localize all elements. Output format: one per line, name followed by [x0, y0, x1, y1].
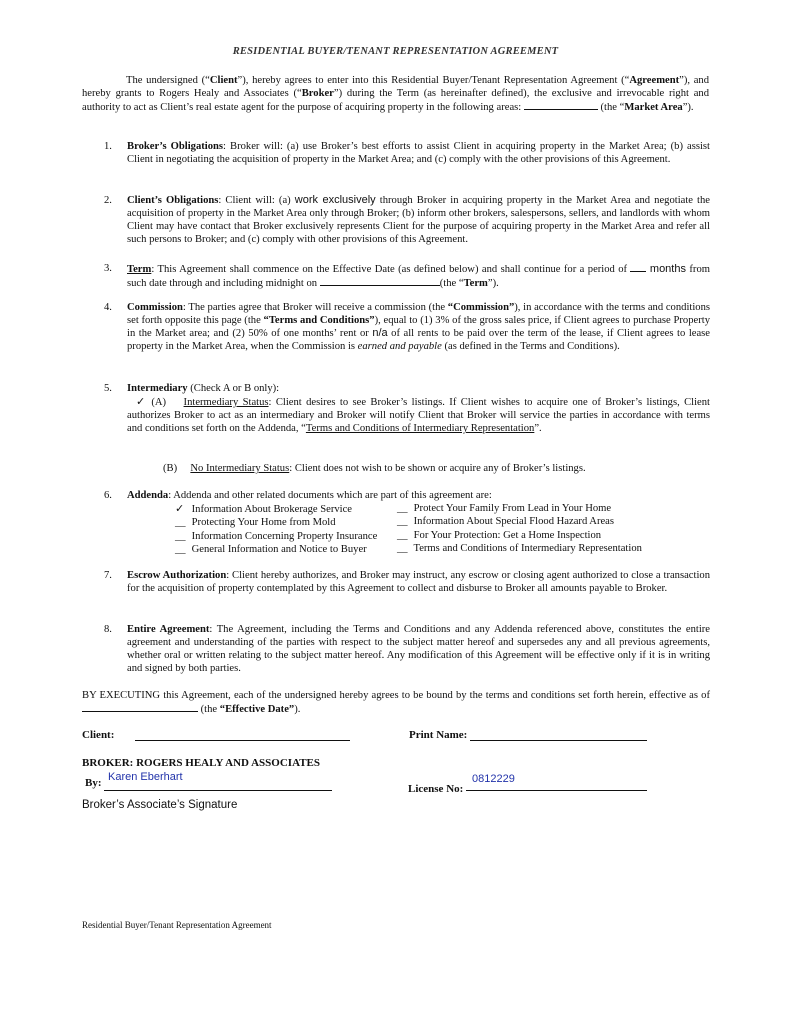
- section-text: : This Agreement shall commence on the Effective Date (as defined below) and shall continue for a period of: [151, 264, 631, 275]
- addenda-label: Protect Your Family From Lead in Your Home: [413, 503, 612, 514]
- print-name-label: Print Name:: [409, 729, 468, 741]
- section-clients-obligations: [104, 194, 710, 246]
- addenda-column-left: [175, 502, 405, 556]
- intro-client-term: Client: [209, 75, 238, 86]
- addenda-label: Protecting Your Home from Mold: [191, 517, 336, 529]
- section-text: of all rents to be paid over the term of the lease, if Client agrees to lease property in the Market Area, when the Commission is: [127, 328, 710, 353]
- intro-text: ”), hereby agrees to enter into this Residential Buyer/Tenant Representation Agreement (“: [237, 75, 630, 86]
- section-commission: [104, 301, 710, 353]
- addenda-item[interactable]: [175, 502, 405, 516]
- handwritten-insert: work exclusively: [294, 194, 376, 206]
- intro-text: ”), and hereby grants to Rogers Healy and Associates (“: [82, 75, 710, 100]
- section-term: [104, 262, 710, 290]
- section-text-italic: earned and payable: [357, 341, 442, 353]
- option-heading: No Intermediary Status: [190, 463, 290, 474]
- checkbox-blank: __: [397, 516, 408, 528]
- intro-text: ”) during the Term (as hereinafter defined), the exclusive and irrevocable right and authority to act as Client’s real estate agent for the purpose of acquiring property in the following areas:: [82, 88, 710, 114]
- executing-text: BY EXECUTING this Agreement, each of the undersigned hereby agrees to be bound by the terms and conditions set forth herein, effective as of: [82, 690, 710, 701]
- option-text: ”.: [534, 423, 542, 435]
- section-intermediary: [104, 382, 710, 395]
- section-text: through Broker in acquiring property in the Market Area and negotiate the acquisition of property in the Market Area only through Broker; (b) inform other brokers, salespersons, sellers, and landlords with whom Client may have contact that Broker exclusively represents Client for the purpose of acquiring property in the Market Area and refer all such persons to Broker; and (c) comply with other provisions of this Agreement.: [127, 195, 711, 246]
- effective-date-field[interactable]: [82, 702, 198, 712]
- section-number: 8.: [104, 624, 112, 635]
- by-label: By:: [85, 777, 102, 789]
- addenda-item[interactable]: [175, 543, 405, 556]
- intermediary-option-a[interactable]: [127, 395, 710, 435]
- section-text: from such date through and including midnight on: [127, 264, 710, 290]
- print-name-line[interactable]: [470, 740, 647, 741]
- addenda-item[interactable]: [397, 542, 697, 555]
- section-text: : Client hereby authorizes, and Broker may instruct, any escrow or closing agent authorized to close a transaction for the acquisition of property contemplated by this Agreement to collect and disburse to Broker all amounts payable to Broker.: [127, 570, 710, 595]
- section-text: : Broker will: (a) use Broker’s best efforts to assist Client in acquiring property in the Market Area; (b) assist Client in negotiating the acquisition of property in the Market Area; and (c) comply with the other provisions of this Agreement.: [127, 141, 710, 166]
- by-signature-line: [104, 790, 332, 791]
- addenda-item[interactable]: [397, 515, 697, 528]
- checkbox-blank: __: [397, 503, 408, 514]
- checkbox-blank: __: [397, 529, 408, 541]
- check-mark-icon: ✓: [175, 502, 185, 515]
- section-text: : Client will: (a): [218, 195, 295, 206]
- associate-signature-label: Broker’s Associate’s Signature: [82, 799, 238, 811]
- addenda-label: Information About Special Flood Hazard Areas: [413, 516, 615, 528]
- section-addenda: [104, 489, 710, 502]
- section-text: (as defined in the Terms and Conditions).: [441, 341, 620, 353]
- section-number: 6.: [104, 490, 112, 501]
- client-signature-line[interactable]: [135, 740, 350, 741]
- addenda-label: General Information and Notice to Buyer: [191, 543, 367, 555]
- section-heading: Broker’s Obligations: [127, 141, 224, 152]
- page-footer: Residential Buyer/Tenant Representation Agreement: [82, 920, 272, 930]
- commission-defined: “Commission”: [447, 302, 515, 313]
- section-entire-agreement: [104, 623, 710, 675]
- section-number: 7.: [104, 570, 112, 581]
- broker-label: BROKER: ROGERS HEALY AND ASSOCIATES: [82, 757, 320, 769]
- addenda-item[interactable]: [397, 529, 697, 542]
- checkbox-blank: __: [175, 517, 186, 529]
- intro-paragraph: [82, 74, 709, 114]
- section-heading: Escrow Authorization: [127, 570, 227, 581]
- addenda-label: Information About Brokerage Service: [191, 504, 352, 515]
- document-title: RESIDENTIAL BUYER/TENANT REPRESENTATION AGREEMENT: [232, 46, 559, 57]
- section-escrow-authorization: [104, 569, 710, 595]
- option-label: (B): [163, 463, 178, 474]
- addenda-item[interactable]: [175, 516, 405, 529]
- option-reference: Terms and Conditions of Intermediary Representation: [305, 423, 535, 435]
- section-heading: Addenda: [127, 490, 169, 501]
- section-text: ), in accordance with the terms and conditions set forth opposite this page (the: [127, 302, 710, 327]
- section-number: 1.: [104, 141, 112, 152]
- term-period-field[interactable]: [630, 262, 646, 272]
- section-number: 4.: [104, 302, 112, 313]
- intro-agreement-term: Agreement: [629, 75, 680, 86]
- check-mark-icon: ✓: [136, 395, 147, 408]
- terms-conditions-defined: “Terms and Conditions”: [263, 315, 375, 327]
- executing-text: (the: [198, 704, 220, 716]
- client-label: Client:: [82, 729, 115, 741]
- intermediary-option-b[interactable]: [163, 462, 710, 475]
- handwritten-insert: months: [649, 263, 686, 275]
- section-number: 2.: [104, 195, 112, 206]
- section-number: 3.: [104, 263, 112, 274]
- section-text: : Addenda and other related documents which are part of this agreement are:: [168, 490, 492, 501]
- intro-broker-term: Broker: [301, 88, 334, 100]
- section-text: : The Agreement, including the Terms and Conditions and any Addenda referenced above, constitutes the entire agreement and understanding of the parties with respect to the subject matter hereof and supersedes any and all previous agreements, whether oral or written relating to the subject matter hereof. Any modification of this Agreement will be effective only if it is in writing and signed by both parties.: [127, 624, 710, 675]
- section-heading: Commission: [127, 302, 183, 313]
- intro-text: ”).: [682, 102, 694, 114]
- section-brokers-obligations: [104, 140, 710, 166]
- intro-text: (the “: [597, 102, 625, 114]
- intro-market-area-term: Market Area: [624, 102, 683, 114]
- addenda-label: For Your Protection: Get a Home Inspection: [413, 529, 602, 541]
- by-name-value[interactable]: Karen Eberhart: [108, 771, 183, 783]
- term-end-date-field[interactable]: [320, 276, 440, 286]
- addenda-item[interactable]: [175, 530, 405, 543]
- section-text: : The parties agree that Broker will receive a commission (the: [182, 302, 448, 313]
- section-heading: Client’s Obligations: [127, 195, 219, 206]
- effective-date-defined: “Effective Date”: [219, 704, 295, 716]
- option-label: (A): [151, 397, 167, 408]
- handwritten-insert: n/a: [372, 327, 388, 340]
- section-text: (Check A or B only):: [187, 383, 280, 394]
- section-text: (the “: [439, 278, 464, 290]
- addenda-column-right: [397, 502, 697, 555]
- section-number: 5.: [104, 383, 112, 394]
- option-text: : Client does not wish to be shown or acquire any of Broker’s listings.: [289, 463, 586, 474]
- checkbox-blank: __: [397, 542, 408, 554]
- executing-paragraph: [82, 689, 710, 716]
- addenda-label: Information Concerning Property Insurance: [191, 530, 378, 542]
- option-text: : Client desires to see Broker’s listings. If Client wishes to acquire one of Broker’s listings, Client authorizes Broker to act as an intermediary and Broker will notify Client that Broker will service the parties in accordance with terms and conditions set forth on the Addenda, “: [127, 397, 711, 435]
- intro-text: The undersigned (“: [126, 75, 210, 86]
- section-heading: Intermediary: [127, 383, 188, 394]
- license-label: License No:: [408, 783, 464, 795]
- section-heading: Entire Agreement: [127, 624, 210, 635]
- executing-text: ).: [294, 704, 301, 716]
- addenda-label: Terms and Conditions of Intermediary Representation: [413, 542, 642, 554]
- section-text: ), equal to (1) 3% of the gross sales price, if Client agrees to purchase Property in the Market area; and (2) 50% of one months’ rent or: [127, 315, 710, 340]
- market-area-field[interactable]: [524, 100, 598, 110]
- license-line: [466, 790, 647, 791]
- section-text: ”).: [487, 278, 499, 290]
- term-defined: Term: [463, 278, 488, 290]
- section-heading: Term: [127, 264, 152, 275]
- addenda-item[interactable]: [397, 502, 697, 515]
- checkbox-blank: __: [175, 530, 186, 542]
- license-number-value[interactable]: 0812229: [472, 773, 515, 785]
- checkbox-blank: __: [175, 543, 186, 555]
- option-heading: Intermediary Status: [183, 397, 269, 408]
